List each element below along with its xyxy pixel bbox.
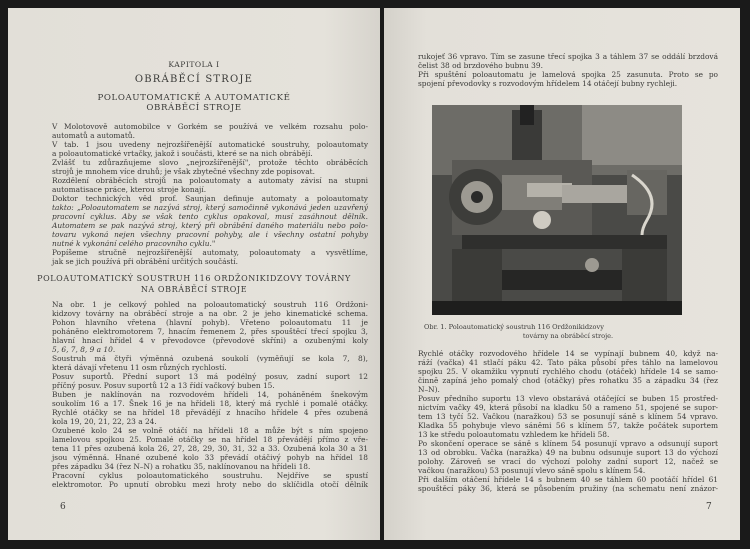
text-line: Rozdělení obráběcích strojů na poloautomaty a automaty závisí na stupni xyxy=(52,176,368,185)
text-line: Rychlé otáčky se na hřídel 18 převádějí z hnacího hřídele 4 přes ozubená xyxy=(52,408,368,417)
text-line: Pracovní cyklus poloautomatického soustruhu. Nejdříve se spustí xyxy=(52,471,368,480)
section-heading-1b: OBRÁBĚCÍ STROJE xyxy=(146,103,242,113)
text-line: ráží (vačka) 41 stlačí páku 42. Tato páka působí přes táhlo na lamelovou xyxy=(418,358,718,367)
text-line: 13 ke středu poloautomatu vzhledem ke hřídeli 58. xyxy=(418,430,610,439)
figure-caption-line2: továrny na obráběcí stroje. xyxy=(522,332,614,340)
right-page xyxy=(384,8,740,540)
page-number-left: 6 xyxy=(60,502,66,512)
text-line: Ozubené kolo 24 se volně otáčí na hřídeli 18 a může být s ním spojeno xyxy=(52,426,368,435)
text-line: Posuv suportů. Přední suport 13 má podélný posuv, zadní suport 12 xyxy=(52,372,368,381)
text-line: jsou výměnná. Hnané ozubené kolo 33 převádí otáčivý pohyb na hřídel 18 xyxy=(52,453,368,462)
text-line: čelist 38 od brzdového bubnu 39. xyxy=(418,61,543,70)
text-line: strojů je mnohem více druhů; je však zbytečné všechny zde popisovat. xyxy=(52,167,315,176)
section-heading-1a: POLOAUTOMATICKÉ A AUTOMATICKÉ xyxy=(97,93,291,103)
text-line: spojku 25. V okamžiku vypnutí rychlého chodu (otáček) hřídele 14 se samo- xyxy=(418,367,718,376)
text-line: Při spuštění poloautomatu je lamelová spojka 25 zasunuta. Proto se po xyxy=(418,70,718,79)
left-page xyxy=(8,8,380,540)
text-line: 5, 6, 7, 8, 9 a 10. xyxy=(52,345,116,354)
text-line: tem 13 tyčí 52. Vačkou (naražkou) 53 se posunují sáně s klínem 54 vpravo. xyxy=(418,412,718,421)
text-line: Na obr. 1 je celkový pohled na poloautomatický soustruh 116 Ordžoni- xyxy=(52,300,368,309)
chapter-label: KAPITOLA I xyxy=(168,60,220,69)
section-heading-2a: POLOAUTOMATICKÝ SOUSTRUH 116 ORDŽONIKIDZOVY TOVÁRNY xyxy=(37,274,351,283)
text-line: spouštěcí páky 36, která se působením pružiny (na schematu není znázor- xyxy=(418,484,718,493)
text-line: V tab. 1 jsou uvedeny nejrozšířenější automatické soustruhy, poloautomaty xyxy=(52,140,368,149)
text-line: Popíšeme stručně nejrozšířenější automaty, poloautomaty a vysvětlíme, xyxy=(52,248,368,257)
page-number-right: 7 xyxy=(706,502,712,512)
text-line: příčný posuv. Posuv suportů 12 a 13 řídí vačkový buben 15. xyxy=(52,381,275,390)
text-line: lamelovou spojkou 25. Pomalé otáčky se na hřídel 18 převádějí přímo z vře- xyxy=(52,435,368,444)
text-line: Buben je naklínován na rozvodovém hřídeli 14, poháněném šnekovým xyxy=(52,390,368,399)
text-line: Posuv předního suportu 13 vlevo obstarává otáčející se buben 15 prostřed- xyxy=(418,394,718,403)
text-line: činně zapíná jeho pomalý chod (otáčky) přes rohatku 35 a západku 34 (řez xyxy=(418,376,718,385)
text-line: automatisace práce, kterou stroje konají. xyxy=(52,185,207,194)
text-line: tovaru vykoná nejen všechny pracovní pohyby, ale i všechny ostatní pohyby xyxy=(52,230,368,239)
text-line: nictvím vačky 49, která působí na kladku 50 a rameno 51, spojené se supor- xyxy=(418,403,718,412)
text-line: elektromotor. Po upnutí obrobku mezi hroty nebo do sklíčidla otočí dělník xyxy=(52,480,368,489)
text-line: kola 19, 20, 21, 22, 23 a 24. xyxy=(52,417,157,426)
section-heading-2b: NA OBRÁBĚCÍ STROJE xyxy=(140,285,248,294)
text-line: Při dalším otáčení hřídele 14 s bubnem 40 se táhlem 60 pootáčí hřídel 61 xyxy=(418,475,718,484)
text-line: Automatem se pak nazývá stroj, který při obrábění daného materiálu nebo polo- xyxy=(52,221,368,230)
text-line: která dávají vřetenu 11 osm různých rychlostí. xyxy=(52,363,227,372)
text-line: polohy. Zároveň se vrací do výchozí polohy zadní suport 12, načež se xyxy=(418,457,718,466)
text-line: Zvlášť tu zdůrazňujeme slovo „nejrozšířenější", protože těchto obráběcích xyxy=(52,158,368,167)
text-line: a poloautomatické vrtačky, jakož i součásti, které se na nich obrábějí. xyxy=(52,149,313,158)
text-line: pracovní cyklus. Aby se však tento cyklus opakoval, musí zasáhnout dělník. xyxy=(52,212,368,221)
text-line: Pohon hlavního vřetena (hlavní pohyb). Vřeteno poloautomatu 11 je xyxy=(52,318,368,327)
text-line: hlavní hnací hřídel 4 v převodovce (převodové skříni) a ozubenými koly xyxy=(52,336,368,345)
text-line: 13 od obrobku. Vačka (naražka) 49 na bubnu odsunuje suport 13 do výchozí xyxy=(418,448,718,457)
text-line: takto: „Poloautomatem se nazývá stroj, který samočinně vykonává jeden uzavřený xyxy=(52,203,368,212)
lathe-photograph xyxy=(432,105,682,315)
text-line: kidzovy továrny na obráběcí stroje a na obr. 2 je jeho kinematické schema. xyxy=(52,309,368,318)
lathe-illustration xyxy=(432,105,682,315)
text-line: nutné k vykonání celého pracovního cyklu." xyxy=(52,239,216,248)
text-line: spojení převodovky s rozvodovým hřídelem 14 otáčejí bubny rychleji. xyxy=(418,79,678,88)
text-line: automatů a automatů. xyxy=(52,131,135,140)
text-line: Doktor technických věd prof. Saunjan definuje automaty a poloautomaty xyxy=(52,194,368,203)
text-line: tena 11 přes ozubená kola 26, 27, 28, 29, 30, 31, 32 a 33. Ozubená kola 30 a 31 xyxy=(52,444,368,453)
figure-caption-line1: Obr. 1. Poloautomatický soustruh 116 Ordžonikidzovy xyxy=(424,323,604,331)
chapter-title: OBRÁBĚCÍ STROJE xyxy=(134,74,254,85)
text-line: přes západku 34 (řez N–N) a rohatku 35, naklínovanou na hřídeli 18. xyxy=(52,462,311,471)
text-line: Po skončení operace se sáně s klínem 54 posunují vpravo a odsunují suport xyxy=(418,439,718,448)
text-line: jak se jich používá při obrábění určitých součástí. xyxy=(52,257,238,266)
text-line: vačkou (naražkou) 53 posunují vlevo sáně spolu s klínem 54. xyxy=(418,466,646,475)
text-line: poháněno elektromotorem 7, hnacím řemenem 2, přes spouštěcí třecí spojku 3, xyxy=(52,327,368,336)
text-line: rukojeť 36 vpravo. Tím se zasune třecí spojka 3 a táhlem 37 se oddálí brzdová xyxy=(418,52,718,61)
text-line: N–N). xyxy=(418,385,440,394)
text-line: V Molotovově automobilce v Gorkém se používá ve velkém rozsahu polo- xyxy=(52,122,368,131)
text-line: soukolím 16 a 17. Šnek 16 je na hřídeli 18, který má rychlé i pomalé otáčky. xyxy=(52,399,368,408)
text-line: Kladka 55 pohybuje vlevo sáněmi 56 s klínem 57, takže počátek suportem xyxy=(418,421,718,430)
text-line: Soustruh má čtyři výměnná ozubená soukolí (vyměňují se kola 7, 8), xyxy=(52,354,368,363)
text-line: Rychlé otáčky rozvodového hřídele 14 se vypínají bubnem 40, když na- xyxy=(418,349,718,358)
